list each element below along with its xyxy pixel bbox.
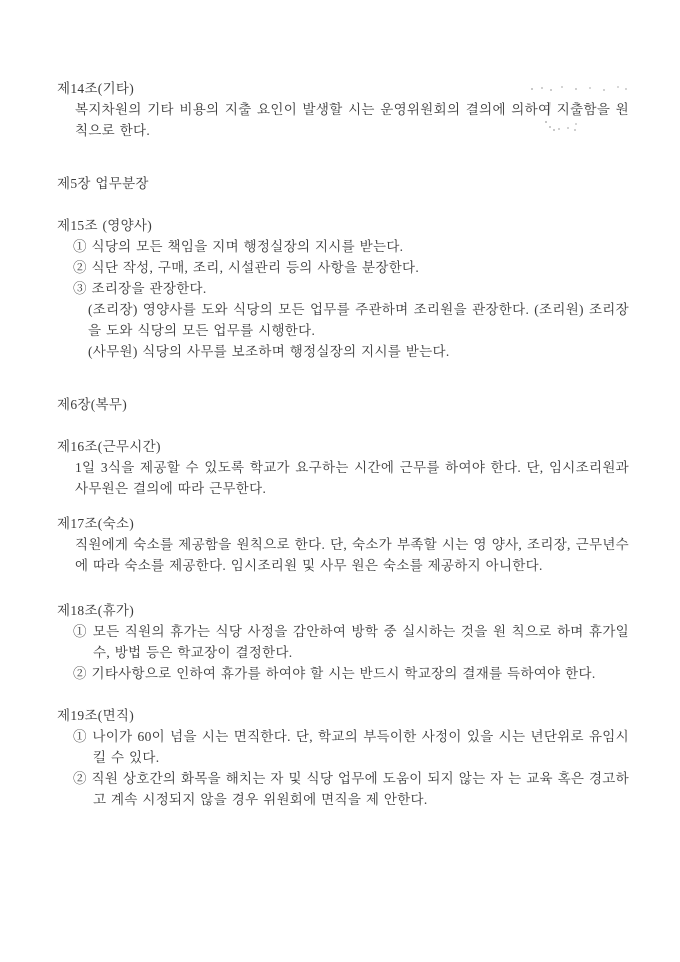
article-17-body: 직원에게 숙소를 제공함을 원칙으로 한다. 단, 숙소가 부족할 시는 영 양사, 조리장, 근무년수에 따라 숙소를 제공한다. 임시조리원 및 사무 원은 숙소를 제공하지 아니한다. [75, 537, 629, 573]
article-14-title: 제14조(기타) [57, 81, 135, 96]
document-content [57, 78, 629, 810]
article-19-item-2: ② 직원 상호간의 화목을 해치는 자 및 식당 업무에 도움이 되지 않는 자 는 교육 혹은 경고하고 계속 시정되지 않을 경우 위원회에 면직을 제 안한다. [73, 771, 629, 807]
article-15 [57, 215, 629, 362]
article-16 [57, 436, 629, 499]
article-15-item-1: ① 식당의 모든 책임을 지며 행정실장의 지시를 받는다. [73, 239, 404, 254]
article-19-item-1: ① 나이가 60이 넘을 시는 면직한다. 단, 학교의 부득이한 사정이 있을 시는 년단위로 유임시킬 수 있다. [73, 729, 629, 765]
article-15-title: 제15조 (영양사) [57, 218, 153, 233]
article-16-body: 1일 3식을 제공할 수 있도록 학교가 요구하는 시간에 근무를 하여야 한다. 단, 임시조리원과 사무원은 결의에 따라 근무한다. [75, 460, 629, 496]
article-18-title: 제18조(휴가) [57, 603, 135, 618]
article-18-item-1: ① 모든 직원의 휴가는 식당 사정을 감안하여 방학 중 실시하는 것을 원 칙으로 하며 휴가일수, 방법 등은 학교장이 결정한다. [73, 624, 629, 660]
article-15-sub-1: (조리장) 영양사를 도와 식당의 모든 업무를 주관하며 조리원을 관장한다. (조리원) 조리장을 도와 식당의 모든 업무를 시행한다. [88, 302, 629, 338]
article-15-item-3: ③ 조리장을 관장한다. [73, 281, 207, 296]
article-18 [57, 600, 629, 684]
chapter-6-title: 제6장(복무) [57, 397, 128, 412]
article-19-title: 제19조(면직) [57, 708, 135, 723]
article-14 [57, 78, 629, 141]
chapter-6 [57, 394, 629, 415]
chapter-5-title: 제5장 업무분장 [57, 176, 149, 191]
article-15-sub-2: (사무원) 식당의 사무를 보조하며 행정실장의 지시를 받는다. [88, 344, 450, 359]
article-14-body: 복지차원의 기타 비용의 지출 요인이 발생할 시는 운영위원회의 결의에 의하여 지출함을 원칙으로 한다. [75, 102, 629, 138]
chapter-5 [57, 173, 629, 194]
article-17 [57, 513, 629, 576]
article-17-title: 제17조(숙소) [57, 516, 135, 531]
article-16-title: 제16조(근무시간) [57, 439, 161, 454]
article-19 [57, 705, 629, 810]
article-18-item-2: ② 기타사항으로 인하여 휴가를 하여야 할 시는 반드시 학교장의 결재를 득하여야 한다. [73, 666, 596, 681]
article-15-item-2: ② 식단 작성, 구매, 조리, 시설관리 등의 사항을 분장한다. [73, 260, 420, 275]
